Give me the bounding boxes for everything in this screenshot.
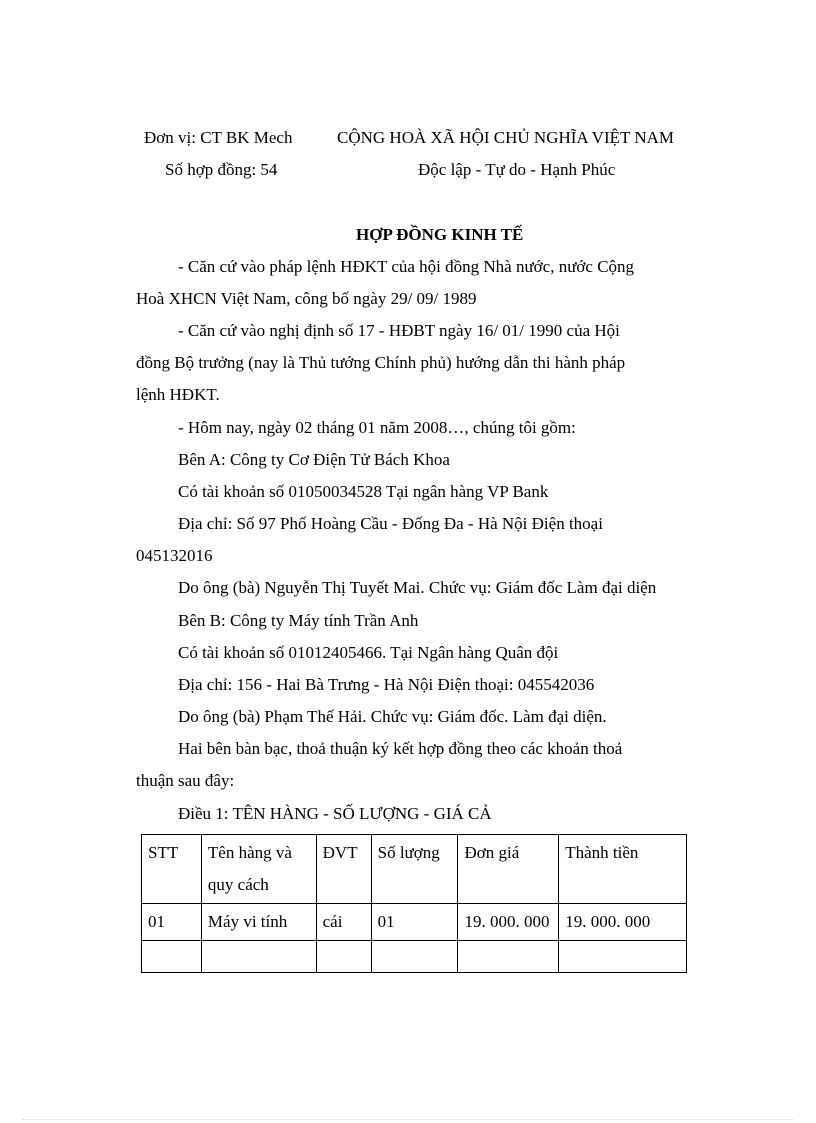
party-a-representative: Do ông (bà) Nguyễn Thị Tuyết Mai. Chức vụ: Giám đốc Làm đại diện [178, 578, 657, 597]
cell-total: 19. 000. 000 [559, 904, 687, 941]
cell-quantity: 01 [371, 904, 458, 941]
table-row [142, 941, 687, 973]
body-line: thuận sau đây: [136, 771, 235, 790]
cell-item-name: Máy vi tính [201, 904, 316, 941]
party-a-account: Có tài khoản số 01050034528 Tại ngân hàng VP Bank [178, 482, 549, 501]
header-item-name: Tên hàng và quy cách [201, 835, 316, 904]
header-quantity: Số lượng [371, 835, 458, 904]
header-unit-price: Đơn giá [458, 835, 559, 904]
body-line: đồng Bộ trưởng (nay là Thủ tướng Chính phủ) hướng dẫn thi hành pháp [136, 353, 626, 372]
party-b-representative: Do ông (bà) Phạm Thế Hải. Chức vụ: Giám đốc. Làm đại diện. [178, 707, 607, 726]
cell-item-name [201, 941, 316, 973]
unit-label: Đơn vị: CT BK Mech [144, 128, 293, 147]
cell-unit: cái [316, 904, 371, 941]
cell-total [559, 941, 687, 973]
party-b-address: Địa chỉ: 156 - Hai Bà Trưng - Hà Nội Điện thoại: 045542036 [178, 675, 595, 694]
cell-unit-price: 19. 000. 000 [458, 904, 559, 941]
goods-table [141, 834, 687, 973]
body-line: lệnh HĐKT. [136, 385, 220, 404]
nation-heading: CỘNG HOÀ XÃ HỘI CHỦ NGHĨA VIỆT NAM [337, 128, 675, 147]
page-bottom-divider [22, 1119, 794, 1120]
header-total: Thành tiền [559, 835, 687, 904]
body-line: - Căn cứ vào pháp lệnh HĐKT của hội đồng Nhà nước, nước Cộng [178, 257, 635, 276]
table-header-row [142, 835, 687, 904]
body-line: Hoà XHCN Việt Nam, công bố ngày 29/ 09/ 1989 [136, 289, 477, 308]
table-row [142, 904, 687, 941]
party-a-address: Địa chỉ: Số 97 Phố Hoàng Cầu - Đống Đa - Hà Nội Điện thoại [178, 514, 603, 533]
body-line: - Căn cứ vào nghị định số 17 - HĐBT ngày 16/ 01/ 1990 của Hội [178, 321, 620, 340]
national-motto: Độc lập - Tự do - Hạnh Phúc [418, 160, 616, 179]
cell-stt: 01 [142, 904, 202, 941]
cell-unit [316, 941, 371, 973]
body-line: Hai bên bàn bạc, thoả thuận ký kết hợp đồng theo các khoản thoả [178, 739, 623, 758]
article-1-heading: Điều 1: TÊN HÀNG - SỐ LƯỢNG - GIÁ CẢ [178, 804, 492, 823]
party-b-account: Có tài khoản số 01012405466. Tại Ngân hàng Quân đội [178, 643, 559, 662]
cell-quantity [371, 941, 458, 973]
party-b-name: Bên B: Công ty Máy tính Trần Anh [178, 611, 419, 630]
party-a-phone: 045132016 [136, 546, 213, 565]
header-unit: ĐVT [316, 835, 371, 904]
document-title: HỢP ĐỒNG KINH TẾ [356, 225, 524, 244]
cell-unit-price [458, 941, 559, 973]
party-a-name: Bên A: Công ty Cơ Điện Tử Bách Khoa [178, 450, 450, 469]
body-line: - Hôm nay, ngày 02 tháng 01 năm 2008…, chúng tôi gồm: [178, 418, 576, 437]
contract-number: Số hợp đồng: 54 [165, 160, 278, 179]
cell-stt [142, 941, 202, 973]
header-stt: STT [142, 835, 202, 904]
